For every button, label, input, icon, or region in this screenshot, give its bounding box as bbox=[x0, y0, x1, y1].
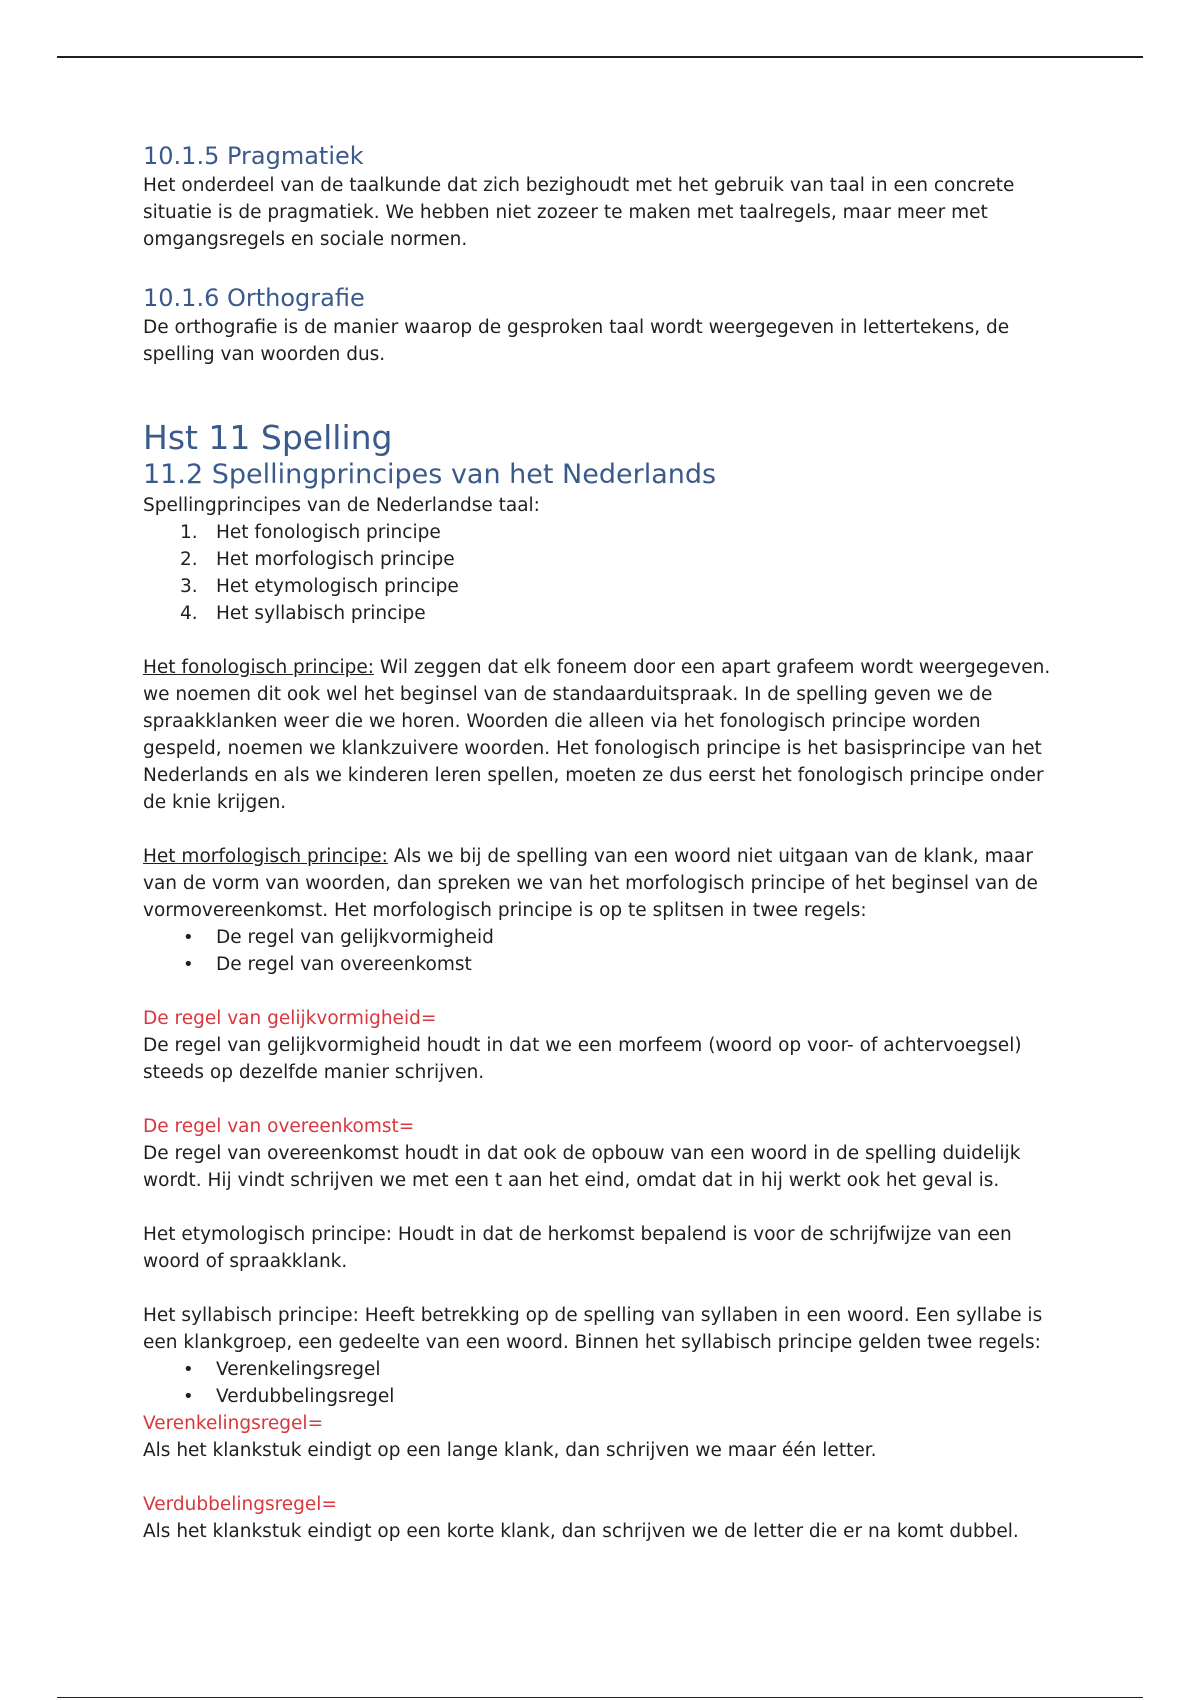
principles-intro: Spellingprincipes van de Nederlandse taal: bbox=[143, 495, 540, 516]
footer-rule bbox=[57, 1697, 1143, 1698]
paragraph-etymologisch: Het etymologisch principe: Houdt in dat de herkomst bepalend is voor de schrijfwijze van een woord of spraakklank. bbox=[143, 1224, 1012, 1272]
rule-label-gelijkvormigheid: De regel van gelijkvormigheid= bbox=[143, 1008, 437, 1029]
list-number: 3. bbox=[180, 576, 198, 597]
bullet-icon: • bbox=[183, 927, 194, 948]
paragraph-orthografie: De orthografie is de manier waarop de gesproken taal wordt weergegeven in lettertekens, de spelling van woorden dus. bbox=[143, 317, 1010, 365]
bullet-icon: • bbox=[183, 954, 194, 975]
paragraph-syllabisch: Het syllabisch principe: Heeft betrekking op de spelling van syllaben in een woord. Een syllabe is een klankgroep, een gedeelte van een woord. Binnen het syllabisch principe gelden twee regels: bbox=[143, 1305, 1043, 1353]
list-number: 2. bbox=[180, 549, 198, 570]
document-page bbox=[143, 140, 1063, 1545]
list-item: 4. Het syllabisch principe bbox=[143, 600, 1063, 627]
paragraph-morfologisch: Het morfologisch principe: Als we bij de spelling van een woord niet uitgaan van de klank, maar van de vorm van woorden, dan spreken we van het morfologisch principe of het beginsel van de vormovereenkomst. Het morfologisch principe is op te splitsen in twee regels: bbox=[143, 846, 1038, 921]
rule-label-verenkeling: Verenkelingsregel= bbox=[143, 1413, 324, 1434]
syllabisch-rules-list bbox=[143, 1356, 1063, 1410]
principles-list bbox=[143, 519, 1063, 627]
section-heading-orthografie: 10.1.6 Orthografie bbox=[143, 284, 365, 312]
rule-label-verdubbeling: Verdubbelingsregel= bbox=[143, 1494, 337, 1515]
paragraph-fonologisch: Het fonologisch principe: Wil zeggen dat elk foneem door een apart grafeem wordt weergegeven. we noemen dit ook wel het beginsel van de standaarduitspraak. In de spelling geven we de spraakklanken weer die we horen. Woorden die alleen via het fonologisch principe worden gespeld, noemen we klankzuivere woorden. Het fonologisch principe is het basisprincipe van het Nederlands en als we kinderen leren spellen, moeten ze dus eerst het fonologisch principe onder de knie krijgen. bbox=[143, 657, 1051, 813]
paragraph-gelijkvormigheid: De regel van gelijkvormigheid houdt in dat we een morfeem (woord op voor- of achtervoegsel) steeds op dezelfde manier schrijven. bbox=[143, 1035, 1022, 1083]
list-item: 2. Het morfologisch principe bbox=[143, 546, 1063, 573]
paragraph-pragmatiek: Het onderdeel van de taalkunde dat zich bezighoudt met het gebruik van taal in een concrete situatie is de pragmatiek. We hebben niet zozeer te maken met taalregels, maar meer met omgangsregels en sociale normen. bbox=[143, 175, 1015, 250]
list-item: 1. Het fonologisch principe bbox=[143, 519, 1063, 546]
paragraph-overeenkomst: De regel van overeenkomst houdt in dat ook de opbouw van een woord in de spelling duidelijk wordt. Hij vindt schrijven we met een t aan het eind, omdat dat in hij werkt ook het geval is. bbox=[143, 1143, 1021, 1191]
bullet-icon: • bbox=[183, 1359, 194, 1380]
morfologisch-rules-list bbox=[143, 924, 1063, 978]
list-number: 4. bbox=[180, 603, 198, 624]
list-item: • De regel van gelijkvormigheid bbox=[143, 924, 1063, 951]
section-heading-pragmatiek: 10.1.5 Pragmatiek bbox=[143, 142, 364, 170]
term-morfologisch: Het morfologisch principe: bbox=[143, 846, 388, 867]
header-rule bbox=[57, 56, 1143, 58]
bullet-icon: • bbox=[183, 1386, 194, 1407]
paragraph-verenkeling: Als het klankstuk eindigt op een lange klank, dan schrijven we maar één letter. bbox=[143, 1440, 877, 1461]
list-item: 3. Het etymologisch principe bbox=[143, 573, 1063, 600]
chapter-subtitle: 11.2 Spellingprincipes van het Nederlands bbox=[143, 459, 717, 490]
paragraph-verdubbeling: Als het klankstuk eindigt op een korte klank, dan schrijven we de letter die er na komt dubbel. bbox=[143, 1521, 1019, 1542]
list-item: • De regel van overeenkomst bbox=[143, 951, 1063, 978]
rule-label-overeenkomst: De regel van overeenkomst= bbox=[143, 1116, 415, 1137]
chapter-title: Hst 11 Spelling bbox=[143, 418, 393, 457]
term-fonologisch: Het fonologisch principe: bbox=[143, 657, 374, 678]
list-item: • Verenkelingsregel bbox=[143, 1356, 1063, 1383]
list-item: • Verdubbelingsregel bbox=[143, 1383, 1063, 1410]
list-number: 1. bbox=[180, 522, 198, 543]
